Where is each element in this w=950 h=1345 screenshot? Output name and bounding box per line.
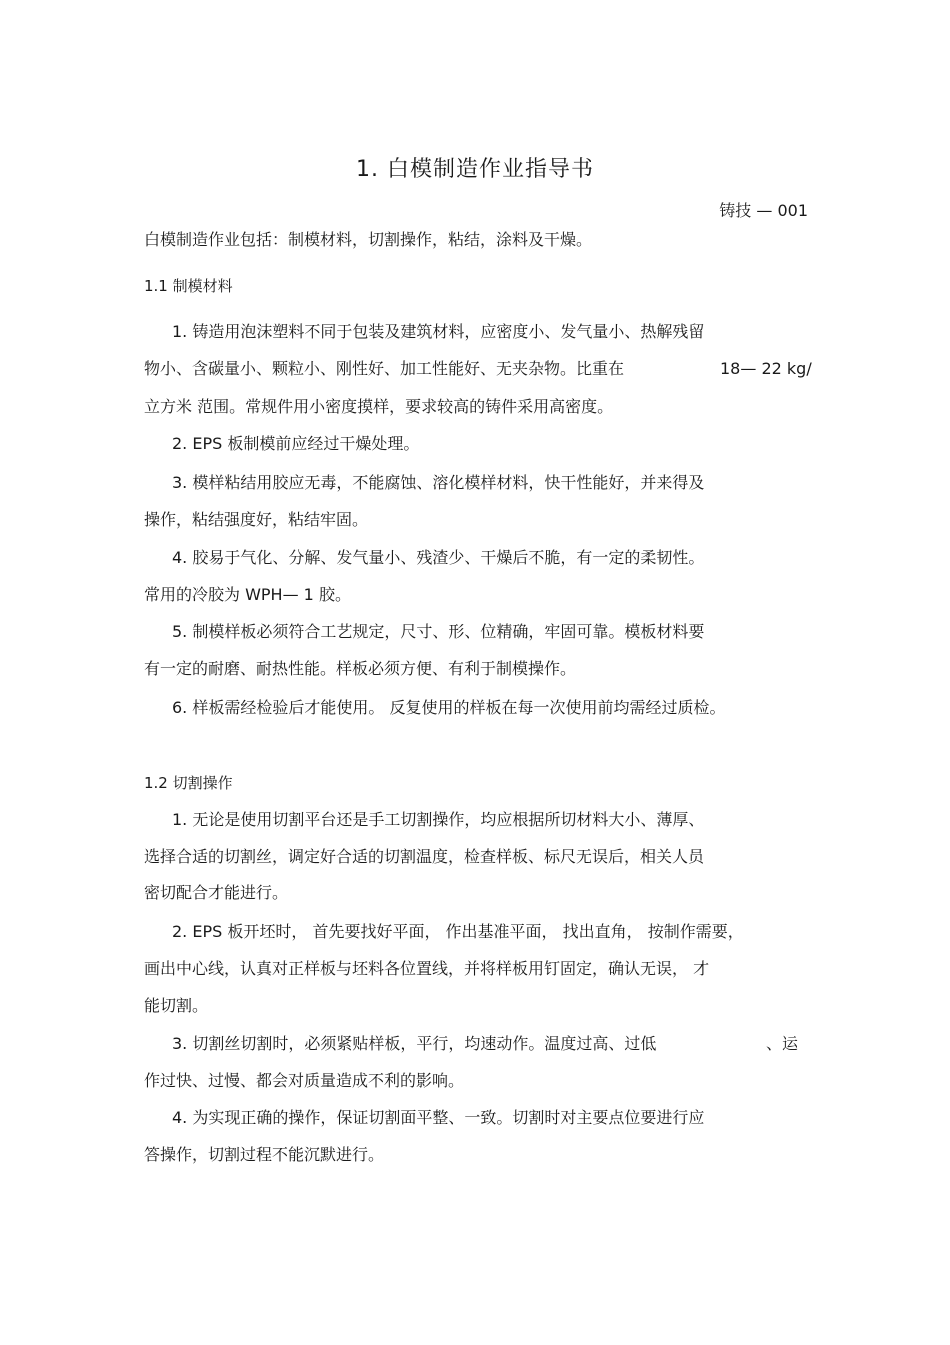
section-heading-materials: 1.1 制模材料	[144, 277, 233, 295]
document-number: 铸技 — 001	[719, 201, 808, 220]
paragraph-line: 3. 模样粘结用胶应无毒，不能腐蚀、溶化模样材料，快干性能好，并来得及	[172, 473, 705, 492]
document-title: 1. 白模制造作业指导书	[356, 157, 594, 182]
paragraph-line: 1. 铸造用泡沫塑料不同于包装及建筑材料，应密度小、发气量小、热解残留	[172, 322, 705, 341]
paragraph-line: 4. 为实现正确的操作，保证切割面平整、一致。切割时对主要点位要进行应	[172, 1108, 705, 1127]
paragraph-line: 画出中心线，认真对正样板与坯料各位置线，并将样板用钉固定，确认无误， 才	[144, 959, 710, 978]
paragraph-line-tail: 、运	[766, 1034, 799, 1053]
paragraph-line: 答操作，切割过程不能沉默进行。	[144, 1145, 385, 1164]
paragraph-line: 有一定的耐磨、耐热性能。样板必须方便、有利于制模操作。	[144, 659, 577, 678]
paragraph-line: 选择合适的切割丝，调定好合适的切割温度，检查样板、标尺无误后，相关人员	[144, 847, 705, 866]
paragraph-line: 常用的冷胶为 WPH— 1 胶。	[144, 585, 351, 604]
paragraph-line: 立方米 范围。常规件用小密度摸样，要求较高的铸件采用高密度。	[144, 397, 614, 416]
paragraph-line: 6. 样板需经检验后才能使用。 反复使用的样板在每一次使用前均需经过质检。	[172, 698, 726, 717]
paragraph-line: 5. 制模样板必须符合工艺规定，尺寸、形、位精确，牢固可靠。模板材料要	[172, 622, 705, 641]
paragraph-line: 密切配合才能进行。	[144, 883, 289, 902]
paragraph-line: 2. EPS 板制模前应经过干燥处理。	[172, 434, 420, 453]
section-heading-cutting: 1.2 切割操作	[144, 774, 233, 792]
paragraph-line: 物小、含碳量小、颗粒小、刚性好、加工性能好、无夹杂物。比重在	[144, 359, 625, 378]
paragraph-line: 能切割。	[144, 996, 209, 1015]
paragraph-line: 操作，粘结强度好，粘结牢固。	[144, 510, 369, 529]
intro-text: 白模制造作业包括：制模材料，切割操作，粘结，涂料及干燥。	[144, 230, 593, 249]
paragraph-line: 作过快、过慢、都会对质量造成不利的影响。	[144, 1071, 465, 1090]
paragraph-line: 4. 胶易于气化、分解、发气量小、残渣少、干燥后不脆，有一定的柔韧性。	[172, 548, 705, 567]
paragraph-line: 2. EPS 板开坯时， 首先要找好平面， 作出基准平面， 找出直角， 按制作需要，	[172, 922, 744, 941]
paragraph-line: 1. 无论是使用切割平台还是手工切割操作，均应根据所切材料大小、薄厚、	[172, 810, 705, 829]
density-value: 18— 22 kg/	[720, 359, 812, 378]
paragraph-line: 3. 切割丝切割时，必须紧贴样板，平行，均速动作。温度过高、过低	[172, 1034, 657, 1053]
